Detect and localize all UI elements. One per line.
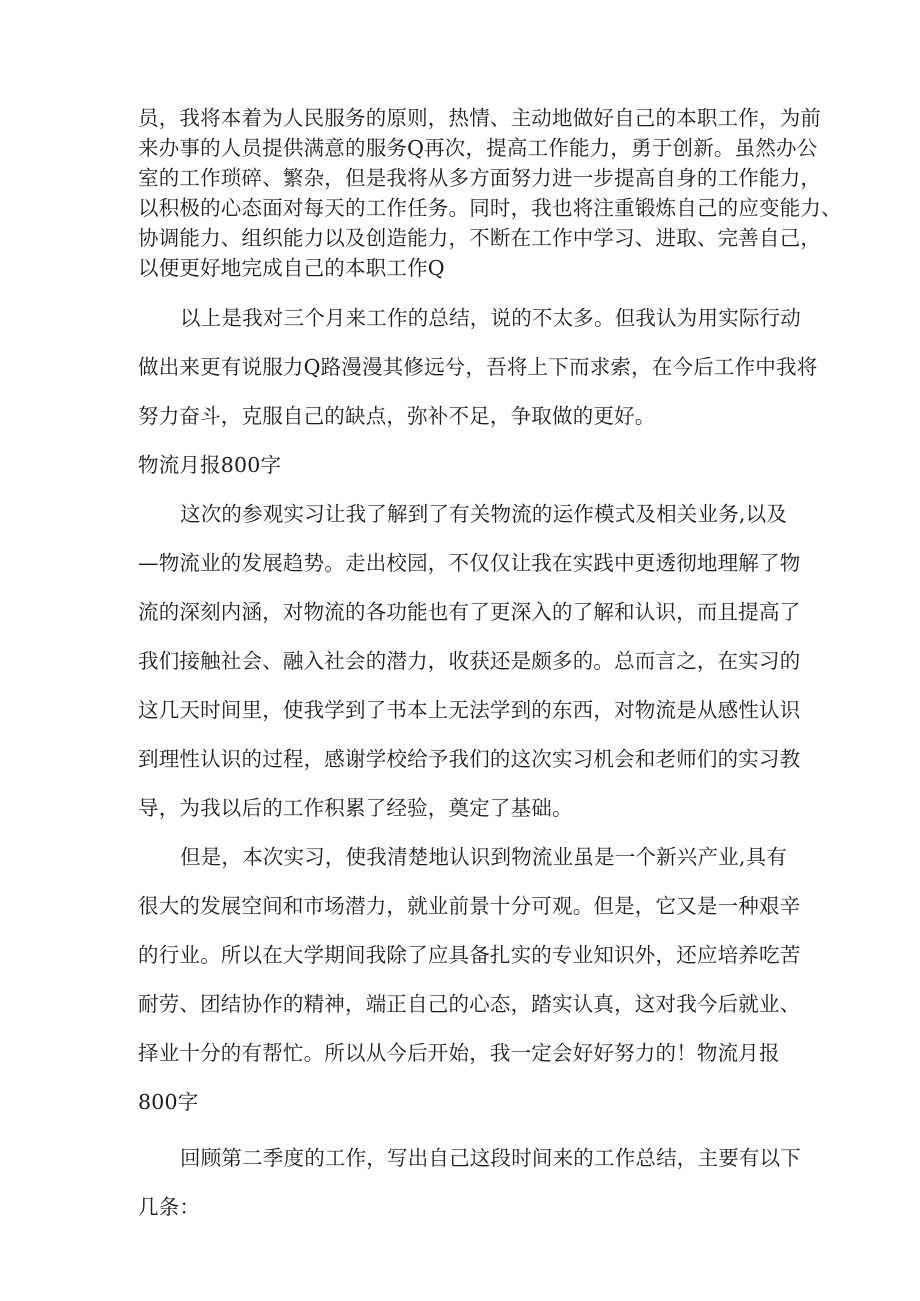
paragraph-line: 室的工作琐碎、繁杂，但是我将从多方面努力进一步提高自身的工作能力， — [138, 166, 822, 190]
paragraph-line: 员，我将本着为人民服务的原则，热情、主动地做好自己的本职工作，为前 — [138, 106, 822, 130]
paragraph-line: 800字 — [138, 1090, 199, 1114]
paragraph-line: 这几天时间里，使我学到了书本上无法学到的东西，对物流是从感性认识 — [138, 698, 801, 722]
paragraph-line: 择业十分的有帮忙。所以从今后开始，我一定会好好努力的！物流月报 — [138, 1041, 780, 1065]
paragraph-line: 到理性认识的过程，感谢学校给予我们的这次实习机会和老师们的实习教 — [138, 747, 801, 771]
paragraph-line: 几条： — [138, 1195, 201, 1219]
paragraph-line: 耐劳、团结协作的精神，端正自己的心态，踏实认真，这对我今后就业、 — [138, 992, 801, 1016]
paragraph-line: 流的深刻内涵，对物流的各功能也有了更深入的了解和认识，而且提高了 — [138, 600, 801, 624]
paragraph-line: 以上是我对三个月来工作的总结，说的不太多。但我认为用实际行动 — [180, 306, 801, 330]
paragraph-line: 以积极的心态面对每天的工作任务。同时，我也将注重锻炼自己的应变能力、 — [138, 196, 842, 220]
section-heading: 物流月报800字 — [138, 453, 282, 477]
paragraph-line: —物流业的发展趋势。走出校园，不仅仅让我在实践中更透彻地理解了物 — [138, 551, 801, 575]
paragraph-line: 的行业。所以在大学期间我除了应具备扎实的专业知识外，还应培养吃苦 — [138, 943, 801, 967]
paragraph-line: 导，为我以后的工作积累了经验，奠定了基础。 — [138, 796, 573, 820]
paragraph-line: 做出来更有说服力Q路漫漫其修远兮，吾将上下而求索，在今后工作中我将 — [138, 355, 818, 379]
paragraph-line: 努力奋斗，克服自己的缺点，弥补不足，争取做的更好。 — [138, 404, 656, 428]
paragraph-line: 以便更好地完成自己的本职工作Q — [138, 256, 445, 280]
paragraph-line: 很大的发展空间和市场潜力，就业前景十分可观。但是，它又是一种艰辛 — [138, 894, 801, 918]
paragraph-line: 协调能力、组织能力以及创造能力，不断在工作中学习、进取、完善自己， — [138, 226, 822, 250]
paragraph-line: 但是，本次实习，使我清楚地认识到物流业虽是一个新兴产业,具有 — [180, 845, 788, 869]
paragraph-line: 回顾第二季度的工作，写出自己这段时间来的工作总结，主要有以下 — [180, 1146, 801, 1170]
paragraph-line: 这次的参观实习让我了解到了有关物流的运作模式及相关业务,以及 — [180, 502, 788, 526]
paragraph-line: 来办事的人员提供满意的服务Q再次，提高工作能力，勇于创新。虽然办公 — [138, 136, 818, 160]
paragraph-line: 我们接触社会、融入社会的潜力，收获还是颇多的。总而言之，在实习的 — [138, 649, 801, 673]
